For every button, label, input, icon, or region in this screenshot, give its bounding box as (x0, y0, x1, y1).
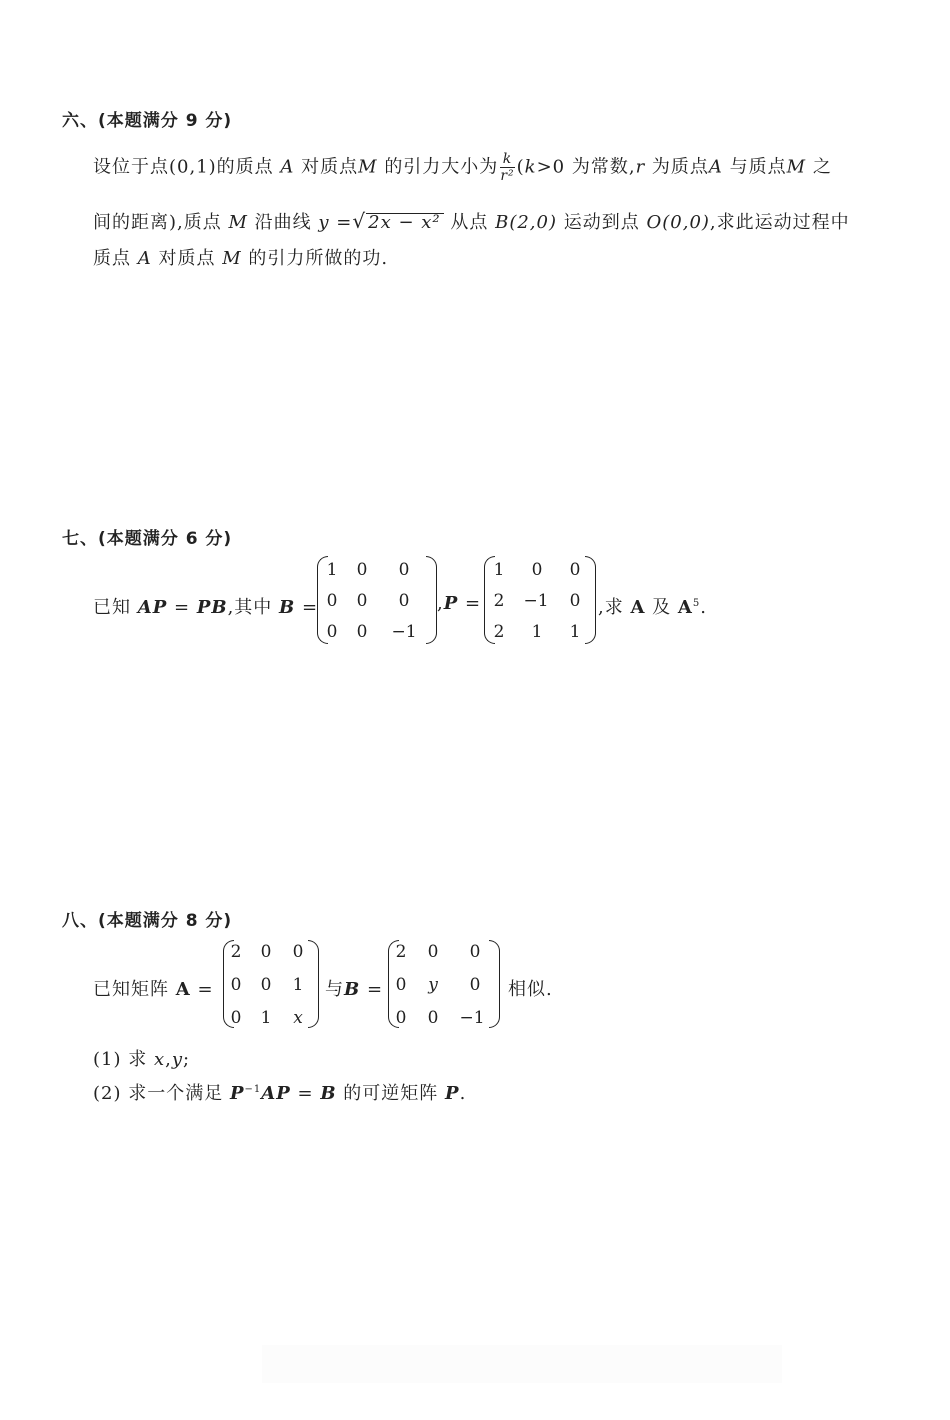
q7-text: 及 (652, 597, 672, 618)
sqrt-radicand: 2x − x² (366, 213, 444, 232)
q7-stmt-c (598, 593, 707, 619)
q8-text: 的可逆矩阵 (343, 1083, 439, 1104)
q8-matrix-sym: AP (261, 1083, 291, 1104)
matrix-cell: 0 (569, 591, 581, 611)
matrix-cell: 0 (395, 975, 407, 995)
q6-var: A (137, 248, 152, 269)
matrix-cell: 0 (292, 942, 304, 962)
q7-stmt-a (93, 593, 318, 619)
q8-var: x (153, 1049, 166, 1070)
q7-text: 已知 (93, 597, 131, 618)
matrix-cell: 1 (326, 560, 338, 580)
q8-text: . (459, 1083, 467, 1104)
q7-matrix-sym: A (630, 597, 646, 618)
matrix-cell: 0 (469, 942, 481, 962)
q8-text: = (297, 1083, 314, 1104)
fraction-numerator: k (500, 151, 514, 168)
matrix-cell: 2 (493, 591, 505, 611)
q6-point: O(0,0) (646, 212, 710, 233)
q8-text: 已知矩阵 (93, 979, 169, 1000)
q8-matrix-sym: A (175, 979, 191, 1000)
q7-matrix-sym: B (279, 597, 296, 618)
matrix-cell: 0 (398, 591, 410, 611)
matrix-cell: 0 (398, 560, 410, 580)
q8-text: = (366, 979, 384, 1000)
matrix-cell: 0 (469, 975, 481, 995)
sqrt-sign: √ (352, 209, 367, 233)
q6-var: M (786, 156, 807, 178)
matrix-cell: 0 (260, 975, 272, 995)
matrix-cell: 0 (569, 560, 581, 580)
q6-text: 的引力大小为 (384, 156, 499, 178)
q7-matrix-p (484, 556, 596, 646)
matrix-cell: 1 (493, 560, 505, 580)
matrix-cell: 0 (356, 622, 368, 642)
q7-exponent: 5 (692, 598, 701, 609)
q7-matrix-sym: PB (196, 597, 228, 618)
q8-stmt-a (93, 975, 214, 1001)
matrix-cell: −1 (523, 591, 549, 611)
q8-matrix-b (388, 940, 500, 1030)
q8-matrix-sym: P (445, 1083, 460, 1104)
q6-var: k (524, 156, 537, 178)
q6-var: M (358, 156, 378, 178)
q6-text: = (336, 212, 353, 233)
matrix-cell: 0 (230, 975, 242, 995)
matrix-cell: 0 (356, 591, 368, 611)
scan-artifact (262, 1345, 782, 1383)
q6-text: 对质点 (158, 248, 216, 269)
q8-text: ; (183, 1049, 191, 1070)
matrix-cell: 0 (427, 1008, 439, 1028)
matrix-cell: 2 (395, 942, 407, 962)
q6-fraction (500, 151, 514, 184)
q6-text: ,求此运动过程中 (709, 212, 850, 233)
matrix-cell: 1 (292, 975, 304, 995)
q6-text: 与质点 (729, 156, 787, 178)
q6-text: 为质点 (651, 156, 709, 178)
q8-text: (1) 求 (93, 1049, 148, 1070)
q6-text: 对质点 (301, 156, 359, 178)
q6-heading: 六、(本题满分 9 分) (62, 111, 233, 131)
q6-text: 间的距离),质点 (93, 212, 222, 233)
q8-stmt-b (325, 975, 383, 1001)
q7-matrix-sym: AP (137, 597, 168, 618)
matrix-cell: 1 (531, 622, 543, 642)
q8-matrix-a (223, 940, 319, 1030)
q6-text: 之 (812, 156, 832, 178)
matrix-cell: 1 (569, 622, 581, 642)
q6-var: M (222, 248, 242, 269)
matrix-cell: 2 (493, 622, 505, 642)
matrix-cell: 0 (260, 942, 272, 962)
q8-text: (2) 求一个满足 (93, 1083, 224, 1104)
matrix-cell: y (428, 975, 438, 995)
q8-stmt-c (508, 975, 553, 1001)
matrix-cell: 0 (230, 1008, 242, 1028)
q8-part1 (93, 1045, 190, 1071)
q8-matrix-sym: B (344, 979, 361, 1000)
q7-text: = (173, 597, 191, 618)
q7-text: ,其中 (227, 597, 273, 618)
q6-line3 (93, 244, 388, 270)
q6-text: 沿曲线 (254, 212, 312, 233)
q6-text: ( (516, 156, 525, 178)
matrix-cell: 0 (531, 560, 543, 580)
q8-text: = (197, 979, 214, 1000)
q6-var: r (635, 156, 646, 178)
q7-stmt-b (437, 593, 481, 614)
q8-exponent: −1 (244, 1084, 262, 1095)
q6-var: A (708, 156, 723, 178)
q6-text: 从点 (450, 212, 489, 233)
right-paren (426, 556, 437, 644)
q6-var: A (280, 156, 295, 178)
q8-part2 (93, 1079, 466, 1105)
q6-text: >0 为常数, (536, 156, 636, 178)
matrix-cell: 0 (326, 622, 338, 642)
matrix-cell: 1 (260, 1008, 272, 1028)
q8-matrix-sym: P (229, 1083, 245, 1104)
q8-text: , (165, 1049, 172, 1070)
q6-line1 (93, 151, 832, 184)
q6-text: 的引力所做的功. (248, 248, 389, 269)
q7-text: , (437, 593, 444, 614)
q7-matrix-b (317, 556, 437, 646)
q7-matrix-sym: P (443, 593, 459, 614)
q6-text: 质点 (93, 248, 131, 269)
matrix-cell: 0 (326, 591, 338, 611)
fraction-denominator: r² (500, 168, 515, 184)
q8-text: 与 (325, 979, 344, 1000)
q6-point: B(2,0) (495, 212, 558, 233)
q8-var: y (171, 1049, 184, 1070)
matrix-cell: x (293, 1008, 303, 1028)
q6-var: M (228, 212, 248, 233)
matrix-cell: 0 (356, 560, 368, 580)
q7-text: = (301, 597, 319, 618)
q6-line2 (93, 208, 850, 234)
q6-var: y (318, 212, 330, 233)
q6-text: 设位于点(0,1)的质点 (93, 156, 274, 178)
matrix-cell: 0 (427, 942, 439, 962)
q7-heading: 七、(本题满分 6 分) (62, 529, 233, 549)
matrix-cell: −1 (459, 1008, 485, 1028)
q7-text: = (465, 593, 482, 614)
q6-text: 运动到点 (563, 212, 640, 233)
matrix-cell: 2 (230, 942, 242, 962)
q8-text: 相似. (508, 979, 553, 1000)
q7-text: . (700, 597, 707, 618)
matrix-cell: 0 (395, 1008, 407, 1028)
q7-matrix-sym: A (677, 597, 693, 618)
q7-text: ,求 (598, 597, 624, 618)
matrix-cell: −1 (391, 622, 417, 642)
q8-heading: 八、(本题满分 8 分) (62, 911, 233, 931)
q8-matrix-sym: B (320, 1083, 337, 1104)
